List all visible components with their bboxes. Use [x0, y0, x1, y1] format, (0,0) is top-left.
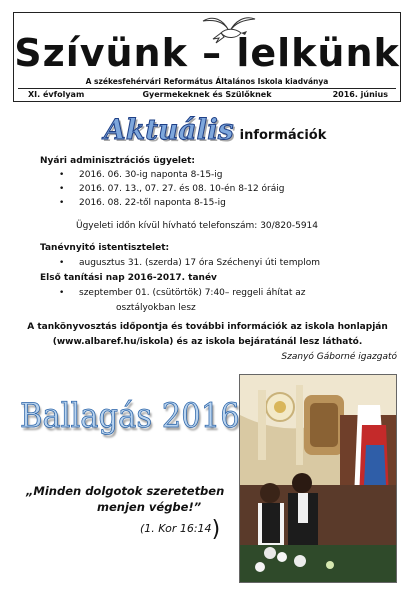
graduation-title: Ballagás 2016 [20, 396, 240, 436]
bible-reference-text: (1. Kor 16:14 [140, 522, 212, 535]
quote-line-2: menjen végbe!” [97, 500, 202, 514]
bible-reference-paren: ) [211, 517, 221, 542]
graduation-photo-illustration [240, 375, 397, 583]
publisher-line: A székesfehérvári Református Általános Iskola kiadványa [85, 77, 329, 86]
list-item: • szeptember 01. (csütörtök) 7:40– reggeli áhítat az [79, 288, 306, 298]
audience-label: Gyermekeknek és Szülőknek [142, 90, 272, 99]
summer-admin-title: Nyári adminisztrációs ügyelet: [40, 156, 196, 166]
first-day-title: Első tanítási nap 2016-2017. tanév [40, 273, 217, 283]
issue-info-row [18, 88, 396, 101]
list-item: • augusztus 31. (szerda) 17 óra Széchenyi úti templom [79, 258, 320, 268]
newsletter-title: Szívünk – lelkünk [14, 31, 400, 75]
signature: Szanyó Gáborné igazgató [281, 352, 397, 362]
section-heading-rest: információk [239, 128, 327, 143]
graduation-photo [239, 374, 397, 583]
quote-line-1: „Minden dolgotok szeretetben [26, 484, 225, 498]
volume-label: XI. évfolyam [28, 90, 85, 99]
list-item: • 2016. 06. 30-ig naponta 8-15-ig [79, 170, 223, 180]
list-item-continuation: osztályokban lesz [116, 303, 196, 313]
masthead [13, 12, 401, 102]
opening-service-title: Tanévnyitó istentisztelet: [40, 243, 170, 253]
bible-reference [140, 517, 220, 542]
list-item: • 2016. 07. 13., 07. 27. és 08. 10-én 8-12 óráig [79, 184, 284, 194]
issue-date: 2016. június [332, 90, 388, 99]
notice-line-1: A tankönyvosztás időpontja és további információk az iskola honlapján [27, 322, 388, 332]
phone-note: Ügyeleti időn kívül hívható telefonszám: 30/820-5914 [76, 221, 319, 231]
list-item: • 2016. 08. 22-től naponta 8-15-ig [79, 198, 226, 208]
section-heading [104, 113, 326, 146]
section-heading-word: Aktuális [104, 113, 234, 146]
notice-line-2: (www.albaref.hu/iskola) és az iskola bejáratánál lesz látható. [52, 337, 363, 347]
